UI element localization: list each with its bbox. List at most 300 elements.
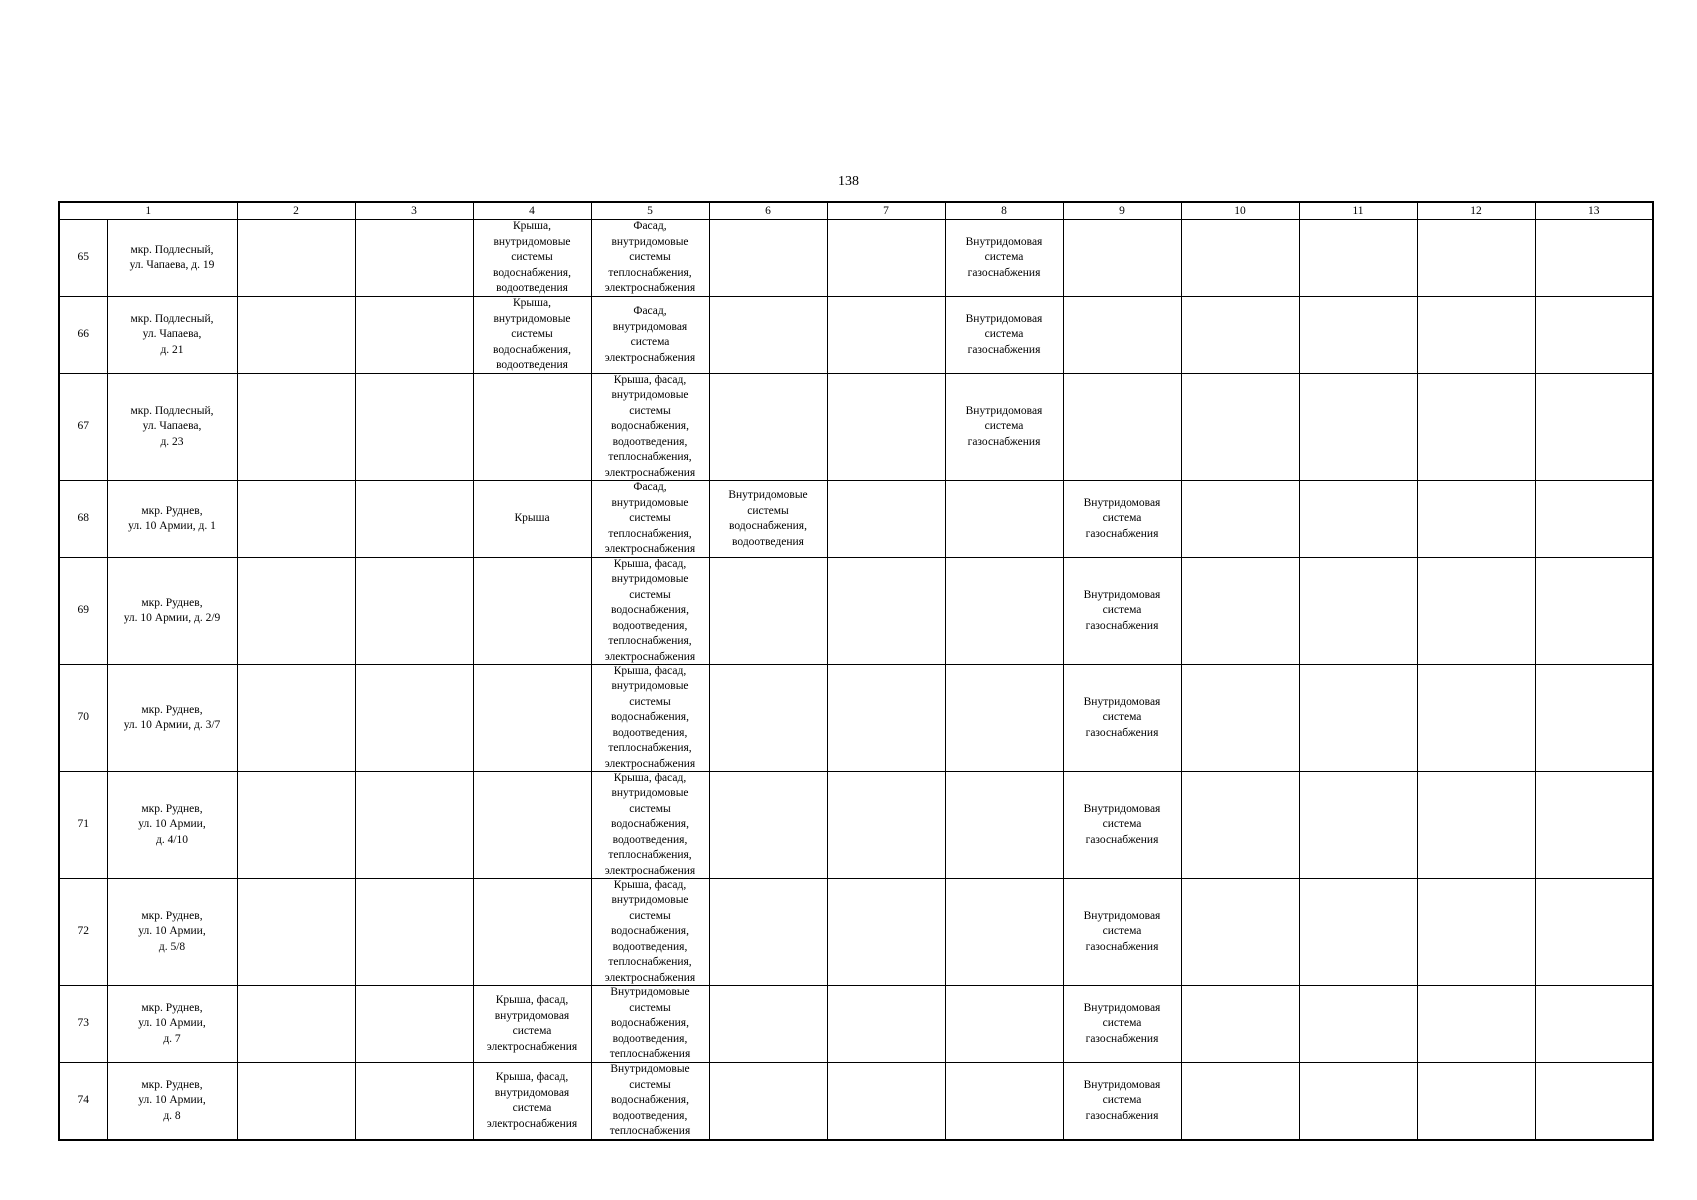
table-body [59,220,1653,1141]
cell-text: Крыша [514,512,550,525]
cell-col-13 [1535,220,1653,297]
cell-text: мкр. Руднев, ул. 10 Армии, д. 8 [138,1078,206,1122]
row-number [59,1063,107,1141]
cell-col-9 [1063,374,1181,481]
cell-col-8 [945,374,1063,481]
cell-text [1182,558,1299,664]
column-header: 5 [591,202,709,220]
cell-text [1536,665,1653,771]
cell-col-11 [1299,297,1417,374]
table-row [59,879,1653,986]
cell-text [474,374,591,480]
cell-col-13 [1535,297,1653,374]
cell-col-2 [237,665,355,772]
cell-col-11 [1299,1063,1417,1141]
cell-text [946,1063,1063,1139]
cell-text: мкр. Руднев, ул. 10 Армии, д. 7 [138,1001,206,1045]
cell-col-3 [355,481,473,558]
cell-text [1064,297,1181,373]
cell-text [1300,374,1417,480]
cell-col-11 [1299,220,1417,297]
table-row [59,481,1653,558]
cell-col-10 [1181,1063,1299,1141]
address-cell [107,665,237,772]
cell-text [710,986,827,1062]
cell-col-5 [591,986,709,1063]
cell-text [1418,665,1535,771]
cell-text [238,481,355,557]
cell-col-6 [709,558,827,665]
table-row [59,1063,1653,1141]
cell-text: 68 [77,512,89,525]
cell-text [1182,481,1299,557]
cell-text: 72 [77,925,89,938]
cell-text [710,220,827,296]
cell-text: 73 [77,1017,89,1030]
cell-col-7 [827,558,945,665]
cell-text [710,1063,827,1139]
repair-schedule-table [58,201,1654,1141]
cell-col-8 [945,665,1063,772]
column-header: 2 [237,202,355,220]
cell-text [1536,481,1653,557]
cell-text [710,772,827,878]
cell-col-13 [1535,558,1653,665]
cell-text: Крыша, фасад, внутридомовые системы водоснабжения, водоотведения, теплоснабжения, электроснабжения [604,558,696,663]
cell-text: 65 [77,251,89,264]
cell-text [828,879,945,985]
cell-col-10 [1181,772,1299,879]
cell-col-9 [1063,558,1181,665]
cell-col-8 [945,220,1063,297]
row-number [59,220,107,297]
cell-text: 74 [77,1094,89,1107]
cell-col-10 [1181,374,1299,481]
cell-col-10 [1181,879,1299,986]
cell-text [828,772,945,878]
cell-text [1182,220,1299,296]
cell-text [1418,220,1535,296]
table-row [59,297,1653,374]
cell-text: Внутридомовая система газоснабжения [1083,1078,1161,1122]
cell-text [1536,1063,1653,1139]
cell-col-11 [1299,481,1417,558]
cell-text [1300,558,1417,664]
cell-col-11 [1299,879,1417,986]
cell-col-12 [1417,481,1535,558]
cell-col-2 [237,558,355,665]
cell-col-9 [1063,220,1181,297]
cell-text [1182,297,1299,373]
cell-col-6 [709,297,827,374]
cell-text [1418,558,1535,664]
cell-col-4 [473,1063,591,1141]
cell-col-7 [827,374,945,481]
cell-col-3 [355,772,473,879]
cell-text [356,297,473,373]
column-number-row [59,202,1653,220]
cell-col-12 [1417,374,1535,481]
cell-col-9 [1063,665,1181,772]
cell-col-5 [591,481,709,558]
cell-col-2 [237,1063,355,1141]
cell-col-6 [709,772,827,879]
cell-text [1418,879,1535,985]
cell-col-9 [1063,1063,1181,1141]
cell-text [356,986,473,1062]
cell-text [828,374,945,480]
cell-text: Фасад, внутридомовая система электроснабжения [604,305,696,364]
cell-col-4 [473,986,591,1063]
cell-text [1300,481,1417,557]
cell-col-12 [1417,297,1535,374]
column-header: 6 [709,202,827,220]
column-header: 4 [473,202,591,220]
cell-text [1536,220,1653,296]
cell-col-7 [827,665,945,772]
cell-col-11 [1299,772,1417,879]
cell-col-2 [237,374,355,481]
cell-col-5 [591,297,709,374]
address-cell [107,220,237,297]
cell-col-5 [591,220,709,297]
cell-col-4 [473,220,591,297]
cell-text [828,665,945,771]
cell-col-13 [1535,772,1653,879]
cell-text: Внутридомовая система газоснабжения [1083,909,1161,953]
cell-text [1064,374,1181,480]
cell-col-2 [237,986,355,1063]
cell-text [1418,374,1535,480]
column-header: 12 [1417,202,1535,220]
cell-col-4 [473,558,591,665]
cell-text [1536,297,1653,373]
cell-text [356,481,473,557]
column-header: 3 [355,202,473,220]
cell-col-8 [945,1063,1063,1141]
cell-col-4 [473,481,591,558]
cell-text [1536,879,1653,985]
cell-col-7 [827,772,945,879]
page-number: 138 [838,174,859,189]
cell-col-11 [1299,374,1417,481]
cell-col-3 [355,220,473,297]
cell-col-6 [709,1063,827,1141]
cell-text: Крыша, фасад, внутридомовые системы водоснабжения, водоотведения, теплоснабжения, электроснабжения [604,772,696,877]
cell-col-9 [1063,986,1181,1063]
cell-text [1300,297,1417,373]
cell-col-8 [945,558,1063,665]
cell-text [474,558,591,664]
cell-text: Крыша, фасад, внутридомовые системы водоснабжения, водоотведения, теплоснабжения, электроснабжения [604,879,696,984]
cell-text [356,772,473,878]
cell-col-10 [1181,665,1299,772]
cell-col-7 [827,986,945,1063]
cell-text [946,481,1063,557]
column-header: 11 [1299,202,1417,220]
cell-col-3 [355,297,473,374]
cell-col-2 [237,481,355,558]
cell-text [356,558,473,664]
cell-text [1536,986,1653,1062]
cell-col-8 [945,879,1063,986]
cell-col-13 [1535,665,1653,772]
cell-text: 69 [77,604,89,617]
cell-col-5 [591,772,709,879]
cell-text [356,220,473,296]
cell-text [1418,1063,1535,1139]
cell-col-3 [355,558,473,665]
cell-text [1300,1063,1417,1139]
cell-text [828,986,945,1062]
cell-text: мкр. Руднев, ул. 10 Армии, д. 1 [128,504,216,532]
cell-text: Крыша, фасад, внутридомовые системы водоснабжения, водоотведения, теплоснабжения, электроснабжения [604,374,696,479]
cell-col-3 [355,374,473,481]
cell-text [1418,297,1535,373]
table-row [59,772,1653,879]
cell-col-9 [1063,297,1181,374]
cell-col-4 [473,772,591,879]
row-number [59,374,107,481]
cell-text: мкр. Руднев, ул. 10 Армии, д. 4/10 [138,802,206,846]
cell-text [238,297,355,373]
cell-col-13 [1535,986,1653,1063]
cell-col-6 [709,374,827,481]
row-number [59,481,107,558]
cell-text: Крыша, фасад, внутридомовая система электроснабжения [486,1071,578,1130]
cell-text: Внутридомовая система газоснабжения [1083,496,1161,540]
address-cell [107,481,237,558]
cell-text [710,879,827,985]
cell-text [1182,772,1299,878]
cell-col-13 [1535,481,1653,558]
address-cell [107,1063,237,1141]
cell-text [946,665,1063,771]
cell-text [1182,374,1299,480]
address-cell [107,772,237,879]
cell-text [238,772,355,878]
address-cell [107,986,237,1063]
column-header: 8 [945,202,1063,220]
row-number [59,558,107,665]
cell-text [828,297,945,373]
cell-col-8 [945,986,1063,1063]
cell-text [946,772,1063,878]
cell-text [1182,665,1299,771]
cell-text: мкр. Подлесный, ул. Чапаева, д. 23 [130,404,214,448]
cell-text [238,879,355,985]
cell-text [238,665,355,771]
row-number [59,665,107,772]
cell-text: 71 [77,818,89,831]
cell-col-6 [709,665,827,772]
cell-col-13 [1535,374,1653,481]
cell-col-12 [1417,879,1535,986]
column-header: 9 [1063,202,1181,220]
cell-col-4 [473,297,591,374]
address-cell [107,879,237,986]
cell-col-3 [355,665,473,772]
cell-text [946,879,1063,985]
cell-text: Внутридомовая система газоснабжения [1083,588,1161,632]
cell-text: Внутридомовая система газоснабжения [965,404,1043,448]
cell-text [1182,1063,1299,1139]
cell-text: Внутридомовая система газоснабжения [1083,802,1161,846]
cell-text [474,665,591,771]
cell-col-10 [1181,558,1299,665]
cell-text: Внутридомовая система газоснабжения [965,312,1043,356]
cell-text: Внутридомовые системы водоснабжения, водоотведения [728,489,808,548]
cell-col-13 [1535,1063,1653,1141]
cell-col-9 [1063,772,1181,879]
cell-text [828,558,945,664]
cell-text [828,220,945,296]
cell-text: Крыша, внутридомовые системы водоснабжения, водоотведения [493,220,571,295]
cell-col-8 [945,297,1063,374]
address-cell [107,297,237,374]
cell-col-8 [945,481,1063,558]
cell-col-3 [355,1063,473,1141]
cell-col-7 [827,297,945,374]
table-row [59,558,1653,665]
cell-text: Крыша, фасад, внутридомовая система электроснабжения [486,994,578,1053]
cell-text [1064,220,1181,296]
cell-col-13 [1535,879,1653,986]
address-cell [107,374,237,481]
row-number [59,879,107,986]
cell-col-9 [1063,879,1181,986]
cell-col-10 [1181,986,1299,1063]
table-row [59,374,1653,481]
cell-col-7 [827,1063,945,1141]
cell-col-11 [1299,665,1417,772]
cell-text [356,374,473,480]
cell-text: мкр. Руднев, ул. 10 Армии, д. 2/9 [123,596,221,624]
cell-col-10 [1181,297,1299,374]
cell-text [946,986,1063,1062]
cell-col-5 [591,558,709,665]
table-row [59,665,1653,772]
cell-text [356,879,473,985]
cell-text: Внутридомовая система газоснабжения [1083,695,1161,739]
cell-text [1418,481,1535,557]
column-header: 13 [1535,202,1653,220]
cell-text [238,558,355,664]
cell-text [710,297,827,373]
cell-text: мкр. Руднев, ул. 10 Армии, д. 5/8 [138,909,206,953]
cell-col-3 [355,879,473,986]
cell-col-12 [1417,986,1535,1063]
cell-text [1418,772,1535,878]
cell-text [1300,772,1417,878]
cell-text [238,374,355,480]
cell-col-5 [591,1063,709,1141]
cell-col-12 [1417,558,1535,665]
cell-col-2 [237,220,355,297]
cell-col-4 [473,879,591,986]
cell-col-10 [1181,220,1299,297]
cell-text: Внутридомовые системы водоснабжения, водоотведения, теплоснабжения [609,986,691,1061]
cell-text [710,558,827,664]
cell-text: мкр. Подлесный, ул. Чапаева, д. 21 [130,312,214,356]
cell-text: Крыша, внутридомовые системы водоснабжения, водоотведения [493,297,571,372]
row-number [59,772,107,879]
cell-col-7 [827,220,945,297]
table-row [59,986,1653,1063]
cell-col-2 [237,879,355,986]
cell-col-6 [709,986,827,1063]
cell-text [1182,879,1299,985]
cell-col-6 [709,879,827,986]
cell-text: Внутридомовая система газоснабжения [965,235,1043,279]
cell-col-9 [1063,481,1181,558]
cell-col-5 [591,879,709,986]
cell-text [828,481,945,557]
cell-col-7 [827,481,945,558]
cell-text [1418,986,1535,1062]
cell-text: 67 [77,420,89,433]
cell-text: Крыша, фасад, внутридомовые системы водоснабжения, водоотведения, теплоснабжения, электроснабжения [604,665,696,770]
cell-text: Внутридомовые системы водоснабжения, водоотведения, теплоснабжения [609,1063,691,1138]
cell-col-12 [1417,220,1535,297]
cell-col-2 [237,772,355,879]
cell-col-4 [473,665,591,772]
cell-text [356,1063,473,1139]
column-header: 7 [827,202,945,220]
cell-text [474,879,591,985]
column-header: 10 [1181,202,1299,220]
cell-text [474,772,591,878]
cell-col-6 [709,220,827,297]
cell-text [710,374,827,480]
cell-col-10 [1181,481,1299,558]
cell-col-12 [1417,1063,1535,1141]
cell-text [1300,986,1417,1062]
cell-text [238,1063,355,1139]
cell-text [1300,879,1417,985]
cell-col-8 [945,772,1063,879]
cell-text: Фасад, внутридомовые системы теплоснабжения, электроснабжения [604,481,696,556]
cell-text [1536,374,1653,480]
cell-col-3 [355,986,473,1063]
cell-text [1300,665,1417,771]
cell-col-2 [237,297,355,374]
cell-text [710,665,827,771]
cell-text [1536,772,1653,878]
cell-text [946,558,1063,664]
cell-col-5 [591,665,709,772]
cell-text: Фасад, внутридомовые системы теплоснабжения, электроснабжения [604,220,696,295]
cell-col-11 [1299,558,1417,665]
cell-col-4 [473,374,591,481]
row-number [59,297,107,374]
cell-col-12 [1417,665,1535,772]
cell-text: 66 [77,328,89,341]
cell-col-12 [1417,772,1535,879]
address-cell [107,558,237,665]
cell-text: 70 [77,711,89,724]
cell-text: мкр. Подлесный, ул. Чапаева, д. 19 [129,243,215,271]
cell-text [1182,986,1299,1062]
table-row [59,220,1653,297]
cell-col-6 [709,481,827,558]
cell-col-7 [827,879,945,986]
cell-text [238,986,355,1062]
cell-text [238,220,355,296]
cell-text [356,665,473,771]
cell-col-5 [591,374,709,481]
cell-text [828,1063,945,1139]
